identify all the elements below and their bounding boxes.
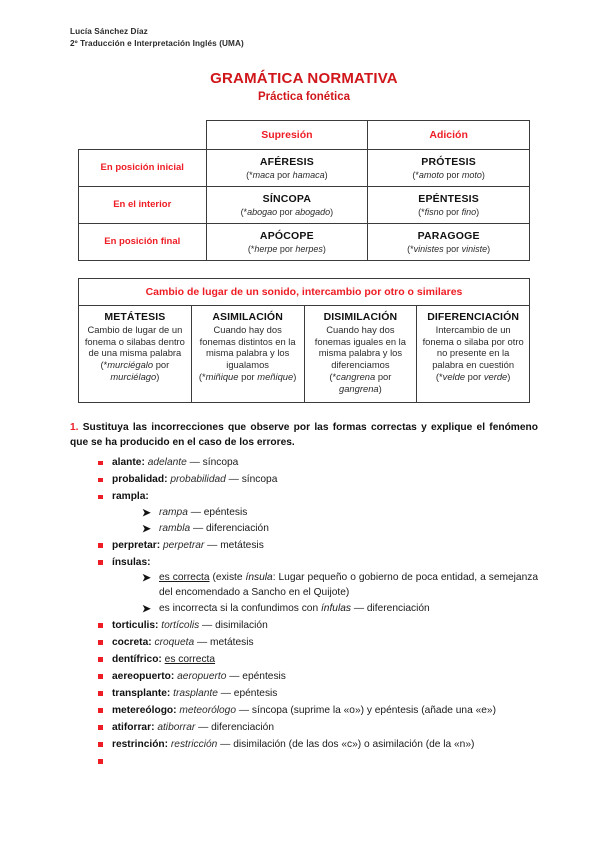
list-item [98, 456, 538, 470]
definition: Cuando hay dos fonemas iguales en la misma palabra y los diferenciamos [314, 323, 406, 371]
list-item [142, 571, 538, 600]
answer-list [70, 456, 538, 752]
list-item [98, 619, 538, 633]
list-item [142, 602, 538, 616]
item-dash: — [220, 738, 231, 750]
example: (*miñique por meñique) [198, 371, 297, 383]
list-item [98, 721, 538, 735]
term: APÓCOPE [259, 229, 314, 242]
example: (*murciégalo por murciélago) [100, 359, 170, 383]
subitem-phenomenon: epéntesis [203, 506, 248, 518]
table1-col-header-0: Supresión [206, 120, 368, 149]
document-header [70, 26, 538, 50]
list-item [98, 636, 538, 650]
example: (*fisno por fino) [418, 206, 480, 217]
list-item [98, 473, 538, 487]
square-bullet-icon [98, 708, 103, 713]
item-correction: aeropuerto [177, 670, 227, 682]
item-correction: tortícolis [161, 619, 200, 631]
term: METÁTESIS [104, 310, 166, 323]
exercise-prompt-text: Sustituya las incorrecciones que observe por las formas correctas y explique el fenómeno que se ha producido en el caso de los errores. [70, 421, 538, 448]
square-bullet-icon [98, 725, 103, 730]
table1-col-header-1: Adición [368, 120, 530, 149]
subitem-note-rest: : Lugar pequeño o gobierno de poca entidad, a semejanza del encomendado a Sancho en el Quijote) [159, 572, 538, 598]
item-correction: perpetrar [162, 539, 205, 551]
square-bullet-icon [98, 657, 103, 662]
arrow-right-icon: ➤ [142, 522, 151, 535]
example: (*herpe por herpes) [247, 243, 326, 254]
term: PARAGOGE [417, 229, 480, 242]
item-label: dentífrico: [112, 653, 162, 665]
item-label: transplante: [112, 687, 171, 699]
square-bullet-icon [98, 623, 103, 628]
item-correction: adelante [147, 457, 187, 469]
definition: Cuando hay dos fonemas distintos en la misma palabra y los igualamos [199, 323, 296, 371]
page-subtitle: Práctica fonética [257, 90, 351, 103]
item-phenomenon: epéntesis [233, 687, 278, 699]
table-row [79, 186, 530, 223]
item-correction: probabilidad [170, 474, 226, 486]
subitem-note-italic: ínfulas [320, 602, 351, 614]
example: (*abogao por abogado) [240, 206, 334, 217]
table-row [79, 149, 530, 186]
page-title: GRAMÁTICA NORMATIVA [210, 69, 398, 87]
example: (*vinistes por viniste) [407, 243, 491, 254]
item-label: aereopuerto: [112, 670, 175, 682]
item-phenomenon: disimilación [215, 619, 268, 631]
table1-cell-1-0 [206, 186, 368, 223]
sub-answer-list [112, 506, 538, 536]
list-item [98, 556, 538, 616]
table1-row-label-0: En posición inicial [79, 149, 207, 186]
item-phenomenon: metátesis [220, 539, 264, 551]
subitem-underlined: es correcta [159, 572, 210, 584]
subitem-dash: — [192, 522, 204, 534]
item-label: torticulis: [112, 619, 159, 631]
item-dash: — [196, 636, 208, 648]
item-underlined: es correcta [164, 653, 216, 665]
table1-corner-cell [79, 120, 207, 149]
term: SÍNCOPA [262, 192, 312, 205]
term: DIFERENCIACIÓN [427, 310, 520, 323]
item-label: cocreta: [112, 636, 152, 648]
item-phenomenon: disimilación (de las dos «c») o asimilación (de la «n») [233, 738, 475, 750]
table2-cell-2 [304, 305, 417, 402]
table1-row-label-1: En el interior [79, 186, 207, 223]
subitem-phenomenon: diferenciación [366, 602, 430, 614]
item-correction: meteorólogo [179, 704, 237, 716]
item-correction: atiborrar [157, 721, 196, 733]
table1-cell-2-1 [368, 223, 530, 260]
example: (*maca por hamaca) [246, 169, 328, 180]
list-item [98, 704, 538, 718]
table-row [79, 223, 530, 260]
example: (*cangrena por gangrena) [329, 371, 392, 394]
item-phenomenon: epéntesis [242, 670, 286, 682]
list-item [98, 653, 538, 667]
table-row [79, 305, 530, 402]
list-item [98, 738, 538, 752]
item-dash: — [202, 619, 213, 631]
item-correction: trasplante [173, 687, 218, 699]
item-dash: — [207, 539, 218, 551]
subitem-phenomenon: diferenciación [206, 522, 269, 534]
item-correction: croqueta [154, 636, 195, 648]
table1-cell-1-1 [368, 186, 530, 223]
table-row [79, 278, 530, 305]
subitem-plain-prefix: es incorrecta si la confundimos con [159, 602, 321, 614]
subitem-correction: rampa [159, 506, 188, 518]
subitem-dash: — [190, 506, 201, 518]
item-label: rampla: [112, 491, 149, 503]
definition: Cambio de lugar de un fonema o silabas dentro de una misma palabra [84, 323, 185, 359]
item-dash: — [189, 457, 200, 469]
table1-row-label-2: En posición final [79, 223, 207, 260]
item-label: alante: [112, 457, 145, 469]
term: PRÓTESIS [421, 155, 476, 168]
arrow-right-icon: ➤ [142, 602, 151, 615]
square-bullet-icon [98, 691, 103, 696]
table1-cell-0-0 [206, 149, 368, 186]
title-block [70, 70, 538, 103]
item-label: metereólogo: [112, 704, 177, 716]
square-bullet-icon [98, 461, 103, 466]
square-bullet-icon [98, 543, 103, 548]
item-label: atiforrar: [112, 721, 155, 733]
square-bullet-icon [98, 674, 103, 679]
exercise-number: 1. [70, 421, 79, 433]
table-row [79, 120, 530, 149]
list-item [98, 490, 538, 536]
sub-answer-list [112, 571, 538, 616]
item-dash: — [228, 474, 239, 486]
list-item [142, 506, 538, 520]
term: ASIMILACIÓN [212, 310, 283, 323]
table2-cell-0 [79, 305, 192, 402]
square-bullet-icon [98, 640, 103, 645]
list-item [98, 687, 538, 701]
author-name: Lucía Sánchez Díaz [70, 27, 148, 36]
course-name: 2º Traducción e Interpretación Inglés (UMA) [70, 38, 244, 48]
item-phenomenon: diferenciación [211, 721, 274, 733]
table2-cell-1 [191, 305, 304, 402]
arrow-right-icon: ➤ [142, 572, 151, 585]
table-cambio-de-lugar [78, 278, 530, 403]
arrow-right-icon: ➤ [142, 506, 151, 519]
example: (*amoto por moto) [412, 169, 485, 180]
item-dash: — [238, 704, 250, 716]
term: DISIMILACIÓN [323, 310, 398, 323]
example: (*velde por verde) [435, 371, 511, 383]
term: AFÉRESIS [259, 155, 314, 168]
item-label: ínsulas: [112, 556, 151, 568]
item-correction: restricción [170, 738, 218, 750]
exercise-section [70, 421, 538, 752]
square-bullet-icon [98, 495, 103, 500]
table1-cell-2-0 [206, 223, 368, 260]
list-item [98, 670, 538, 684]
list-item [98, 539, 538, 553]
square-bullet-icon [98, 560, 103, 565]
item-phenomenon: síncopa (suprime la «o») y epéntesis (añade una «e») [251, 704, 496, 716]
square-bullet-icon [98, 742, 103, 747]
subitem-correction: rambla [159, 522, 191, 534]
item-label: restrinción: [112, 738, 169, 750]
definition: Intercambio de un fonema o silaba por otro no presente en la palabra en cuestión [422, 323, 524, 371]
subitem-note-prefix: (existe [209, 572, 246, 584]
item-phenomenon: metátesis [210, 636, 254, 648]
item-phenomenon: síncopa [202, 457, 239, 469]
item-dash: — [198, 721, 209, 733]
table1-cell-0-1 [368, 149, 530, 186]
item-dash: — [229, 670, 240, 682]
subitem-dash: — [353, 602, 364, 614]
table-supresion-adicion [78, 120, 530, 261]
item-label: probalidad: [112, 474, 168, 486]
table2-banner: Cambio de lugar de un sonido, intercambio por otro o similares [79, 278, 530, 305]
item-label: perpretar: [112, 539, 161, 551]
table2-cell-3 [417, 305, 530, 402]
list-item [142, 522, 538, 536]
item-phenomenon: síncopa [241, 474, 278, 486]
exercise-prompt [70, 421, 538, 451]
square-bullet-icon [98, 759, 103, 764]
item-dash: — [220, 687, 231, 699]
term: EPÉNTESIS [418, 192, 479, 205]
square-bullet-icon [98, 478, 103, 483]
subitem-note-italic: ínsula [245, 572, 273, 584]
